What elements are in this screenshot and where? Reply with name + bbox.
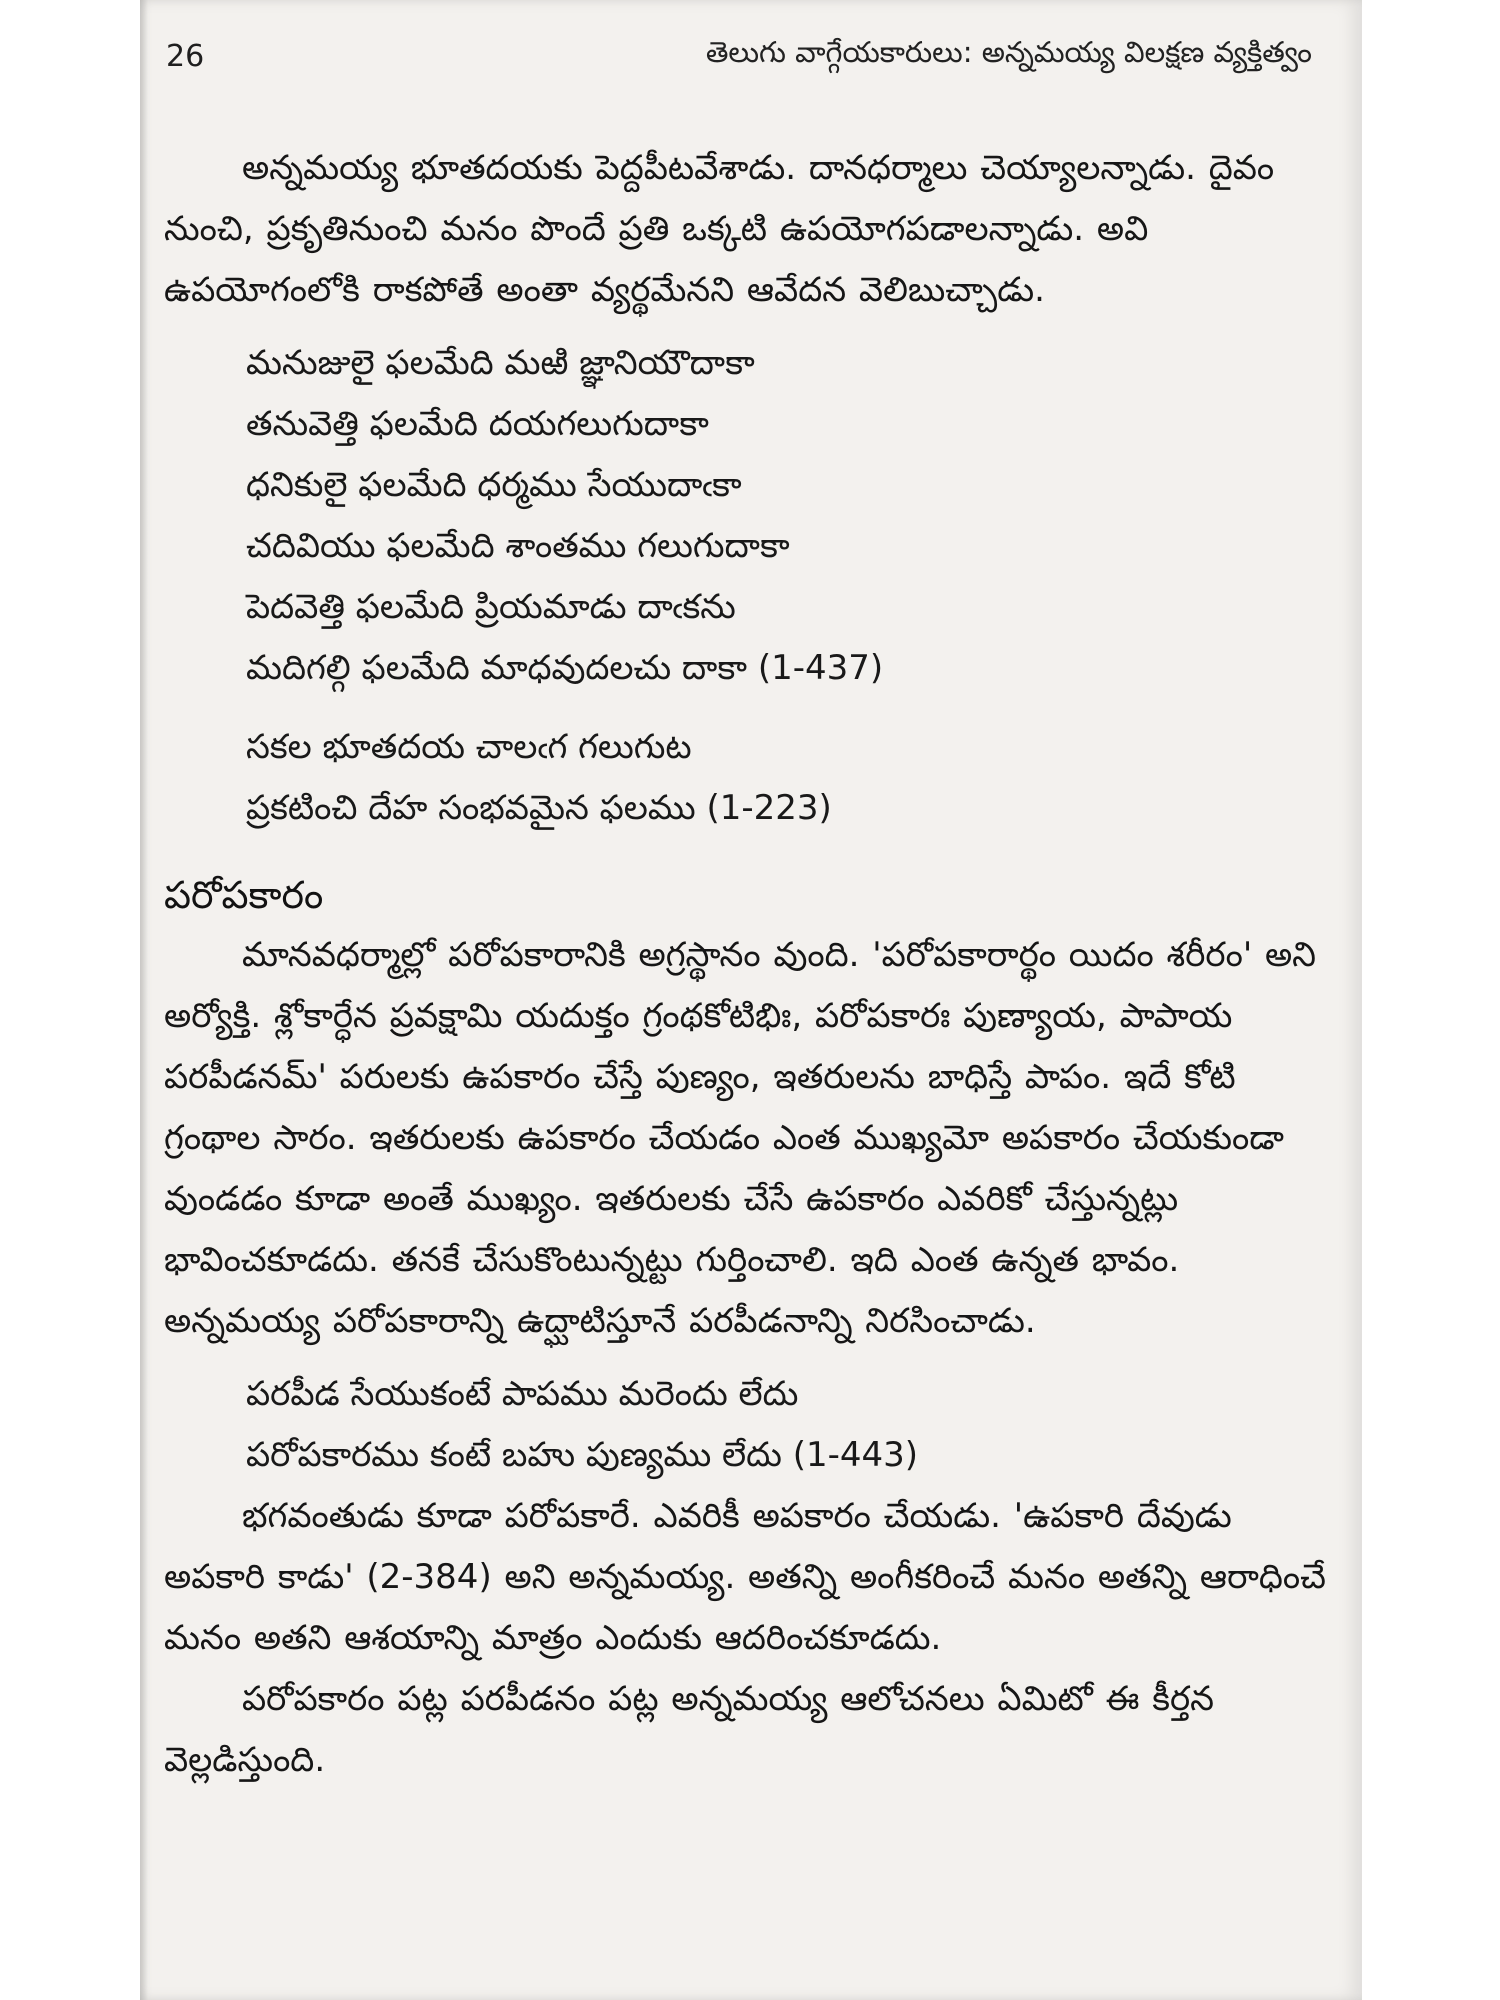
page-content [164,138,1328,1791]
verse-block-1 [164,333,1328,699]
verse-block-2 [164,717,1328,839]
scanned-book-page [140,0,1362,2000]
intro-paragraph: అన్నమయ్య భూతదయకు పెద్దపీటవేశాడు. దానధర్మాలు చెయ్యాలన్నాడు. దైవం నుంచి, ప్రకృతినుంచి మనం పొందే ప్రతి ఒక్కటి ఉపయోగపడాలన్నాడు. అవి ఉపయోగంలోకి రాకపోతే అంతా వ్యర్థమేనని ఆవేదన వెలిబుచ్చాడు. [164,148,1275,310]
verse-line: ప్రకటించి దేహ సంభవమైన ఫలము (1-223) [246,788,832,828]
section-heading: పరోపకారం [164,873,324,917]
verse-line: మదిగల్గి ఫలమేది మాధవుదలచు దాకా (1-437) [246,648,884,688]
closing-paragraph: పరోపకారం పట్ల పరపీడనం పట్ల అన్నమయ్య ఆలోచనలు ఏమిటో ఈ కీర్తన వెల్లడిస్తుంది. [164,1679,1215,1780]
page-fold-shadow [140,0,148,2000]
verse-line: ధనికులై ఫలమేది ధర్మము సేయుదాఁకా [246,465,742,505]
verse-line: చదివియు ఫలమేది శాంతము గలుగుదాకా [246,526,790,566]
verse-line: మనుజులై ఫలమేది మఱి జ్ఞానియౌదాకా [246,343,755,383]
spacer [164,699,1328,717]
verse-line: పెదవెత్తి ఫలమేది ప్రియమాడు దాఁకను [246,587,736,627]
spacer [164,1352,1328,1364]
verse-block-3 [164,1364,1328,1486]
verse-line: పరపీడ సేయుకంటే పాపము మరెందు లేదు [246,1374,799,1414]
verse-line: పరోపకారము కంటే బహు పుణ్యము లేదు (1-443) [246,1435,919,1475]
verse-line: సకల భూతదయ చాలఁగ గలుగుట [246,727,692,767]
spacer [164,321,1328,333]
body-paragraph: భగవంతుడు కూడా పరోపకారే. ఎవరికీ అపకారం చేయడు. 'ఉపకారి దేవుడు అపకారి కాడు' (2-384) అని అన్నమయ్య. అతన్ని అంగీకరించే మనం అతన్ని ఆరాధించే మనం అతని ఆశయాన్ని మాత్రం ఎందుకు ఆదరించకూడదు. [164,1496,1326,1658]
verse-line: తనువెత్తి ఫలమేది దయగలుగుదాకా [246,404,709,444]
running-header: తెలుగు వాగ్గేయకారులు: అన్నమయ్య విలక్షణ వ్యక్తిత్వం [705,35,1312,69]
page-number: 26 [166,39,205,74]
section-paragraph: మానవధర్మాల్లో పరోపకారానికి అగ్రస్థానం వుంది. 'పరోపకారార్థం యిదం శరీరం' అని అర్యోక్తి. శ్లోకార్ధేన ప్రవక్షామి యదుక్తం గ్రంథకోటిభిః, పరోపకారః పుణ్యాయ, పాపాయ పరపీడనమ్' పరులకు ఉపకారం చేస్తే పుణ్యం, ఇతరులను బాధిస్తే పాపం. ఇదే కోటి గ్రంథాల సారం. ఇతరులకు ఉపకారం చేయడం ఎంత ముఖ్యమో అపకారం చేయకుండా వుండడం కూడా అంతే ముఖ్యం. ఇతరులకు చేసే ఉపకారం ఎవరికో చేస్తున్నట్లు భావించకూడదు. తనకే చేసుకొంటున్నట్టు గుర్తించాలి. ఇది ఎంత ఉన్నత భావం. అన్నమయ్య పరోపకారాన్ని ఉద్ఘాటిస్తూనే పరపీడనాన్ని నిరసించాడు. [164,935,1317,1341]
